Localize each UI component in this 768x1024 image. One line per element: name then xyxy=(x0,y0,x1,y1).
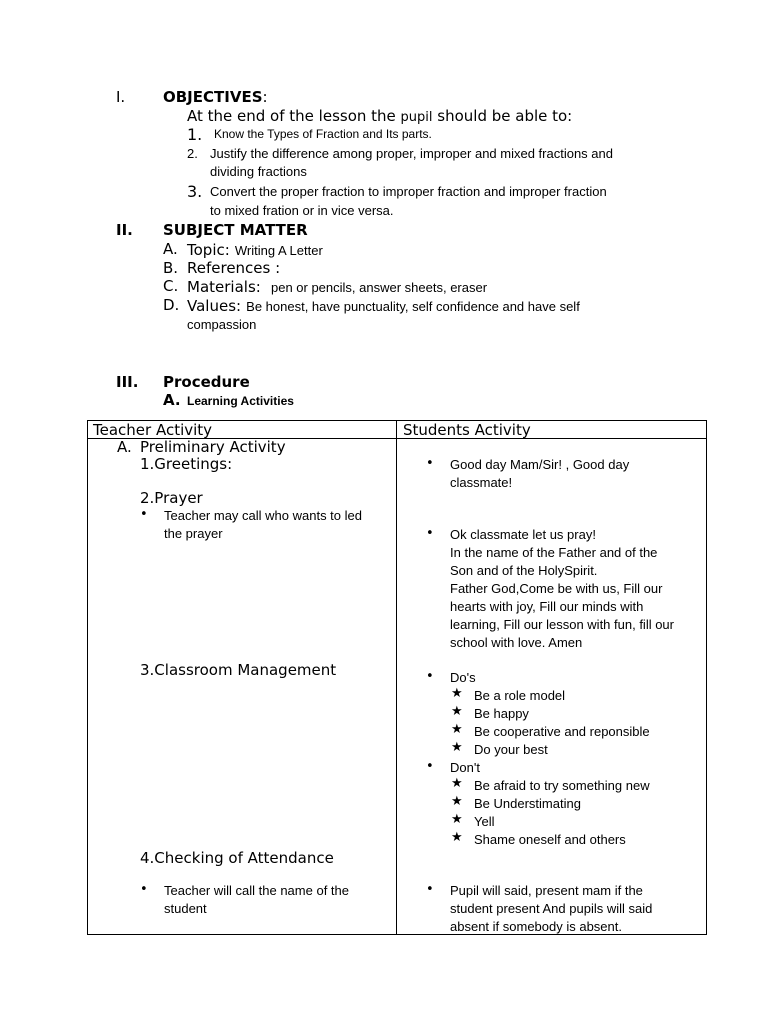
donts-item: Shame oneself and others xyxy=(474,832,626,847)
intro-part-a: At the end of the lesson the xyxy=(187,107,401,125)
procedure-heading: Procedure xyxy=(163,373,250,391)
table-column-divider xyxy=(396,420,397,935)
section-1-numeral: I. xyxy=(116,88,126,106)
values-value: Be honest, have punctuality, self confidence and have self xyxy=(246,299,580,314)
greeting-response-line2: classmate! xyxy=(450,475,513,490)
values-letter: D. xyxy=(163,296,180,314)
materials-label: Materials: xyxy=(187,278,261,296)
subject-matter-heading: SUBJECT MATTER xyxy=(163,221,308,239)
attendance-response-line: student present And pupils will said xyxy=(450,901,653,916)
bullet-icon: • xyxy=(426,759,434,774)
objective-1-number: 1. xyxy=(187,125,203,144)
dos-item: Be a role model xyxy=(474,688,566,703)
topic-letter: A. xyxy=(163,240,178,258)
intro-part-c: should be able to: xyxy=(432,107,573,125)
bullet-icon: • xyxy=(426,526,434,541)
classroom-management-label: 3.Classroom Management xyxy=(140,661,337,679)
star-icon: ★ xyxy=(451,722,463,737)
donts-item: Be Understimating xyxy=(474,796,581,811)
donts-item: Be afraid to try something new xyxy=(474,778,650,793)
materials-row xyxy=(187,277,487,296)
prayer-label: 2.Prayer xyxy=(140,489,203,507)
attendance-label: 4.Checking of Attendance xyxy=(140,849,334,867)
bullet-icon: • xyxy=(426,882,434,897)
star-icon: ★ xyxy=(451,812,463,827)
star-icon: ★ xyxy=(451,704,463,719)
prayer-line: Son and of the HolySpirit. xyxy=(450,563,598,578)
section-2-numeral: II. xyxy=(116,221,133,239)
star-icon: ★ xyxy=(451,794,463,809)
teacher-activity-header: Teacher Activity xyxy=(93,421,213,439)
attendance-instruction-line2: student xyxy=(164,901,207,916)
references-letter: B. xyxy=(163,259,179,277)
dos-item: Be cooperative and reponsible xyxy=(474,724,650,739)
prayer-line: In the name of the Father and of the xyxy=(450,545,658,560)
greetings-label: 1.Greetings: xyxy=(140,455,233,473)
donts-item: Yell xyxy=(474,814,495,829)
dos-item: Be happy xyxy=(474,706,529,721)
objective-2-line1: Justify the difference among proper, improper and mixed fractions and xyxy=(210,146,613,161)
topic-row xyxy=(187,240,323,259)
objective-3-number: 3. xyxy=(187,182,203,201)
prayer-instruction-line2: the prayer xyxy=(164,526,223,541)
prayer-line: school with love. Amen xyxy=(450,635,583,650)
prayer-line: Ok classmate let us pray! xyxy=(450,527,596,542)
dos-label: Do's xyxy=(450,670,476,685)
bullet-icon: • xyxy=(426,669,434,684)
learning-activities-label: Learning Activities xyxy=(187,394,294,408)
section-3-numeral: III. xyxy=(116,373,139,391)
learning-activities-letter: A. xyxy=(163,391,181,409)
bullet-icon: • xyxy=(426,456,434,471)
preliminary-letter: A. xyxy=(117,438,132,456)
students-activity-header: Students Activity xyxy=(403,421,531,439)
objective-1-text: Know the Types of Fraction and Its parts. xyxy=(214,127,432,141)
intro-part-b: pupil xyxy=(400,110,433,125)
values-label: Values: xyxy=(187,297,242,315)
attendance-instruction-line1: Teacher will call the name of the xyxy=(164,883,349,898)
topic-value: Writing A Letter xyxy=(234,243,323,258)
objective-3-line2: to mixed fration or in vice versa. xyxy=(210,203,394,218)
objective-3-line1: Convert the proper fraction to improper fraction and improper fraction xyxy=(210,184,607,199)
materials-value: pen or pencils, answer sheets, eraser xyxy=(270,280,488,295)
star-icon: ★ xyxy=(451,830,463,845)
prayer-line: Father God,Come be with us, Fill our xyxy=(450,581,663,596)
bullet-icon: • xyxy=(140,882,148,897)
objectives-heading-text: OBJECTIVES xyxy=(163,88,263,106)
prayer-line: learning, Fill our lesson with fun, fill our xyxy=(450,617,674,632)
star-icon: ★ xyxy=(451,776,463,791)
objectives-intro xyxy=(187,107,572,125)
objective-2-line2: dividing fractions xyxy=(210,164,307,179)
greeting-response-line1: Good day Mam/Sir! , Good day xyxy=(450,457,630,472)
attendance-response-line: Pupil will said, present mam if the xyxy=(450,883,643,898)
objective-2-number: 2. xyxy=(187,146,198,161)
objectives-heading xyxy=(163,88,268,106)
prayer-line: hearts with joy, Fill our minds with xyxy=(450,599,644,614)
values-value-line2: compassion xyxy=(187,317,257,332)
dos-item: Do your best xyxy=(474,742,548,757)
preliminary-activity: Preliminary Activity xyxy=(140,438,286,456)
bullet-icon: • xyxy=(140,507,148,522)
values-row xyxy=(187,296,580,315)
topic-label: Topic: xyxy=(187,241,230,259)
materials-letter: C. xyxy=(163,277,179,295)
star-icon: ★ xyxy=(451,686,463,701)
objectives-colon: : xyxy=(262,88,268,106)
prayer-instruction-line1: Teacher may call who wants to led xyxy=(164,508,362,523)
star-icon: ★ xyxy=(451,740,463,755)
attendance-response-line: absent if somebody is absent. xyxy=(450,919,622,934)
donts-label: Don't xyxy=(450,760,480,775)
references-label: References : xyxy=(187,259,281,277)
